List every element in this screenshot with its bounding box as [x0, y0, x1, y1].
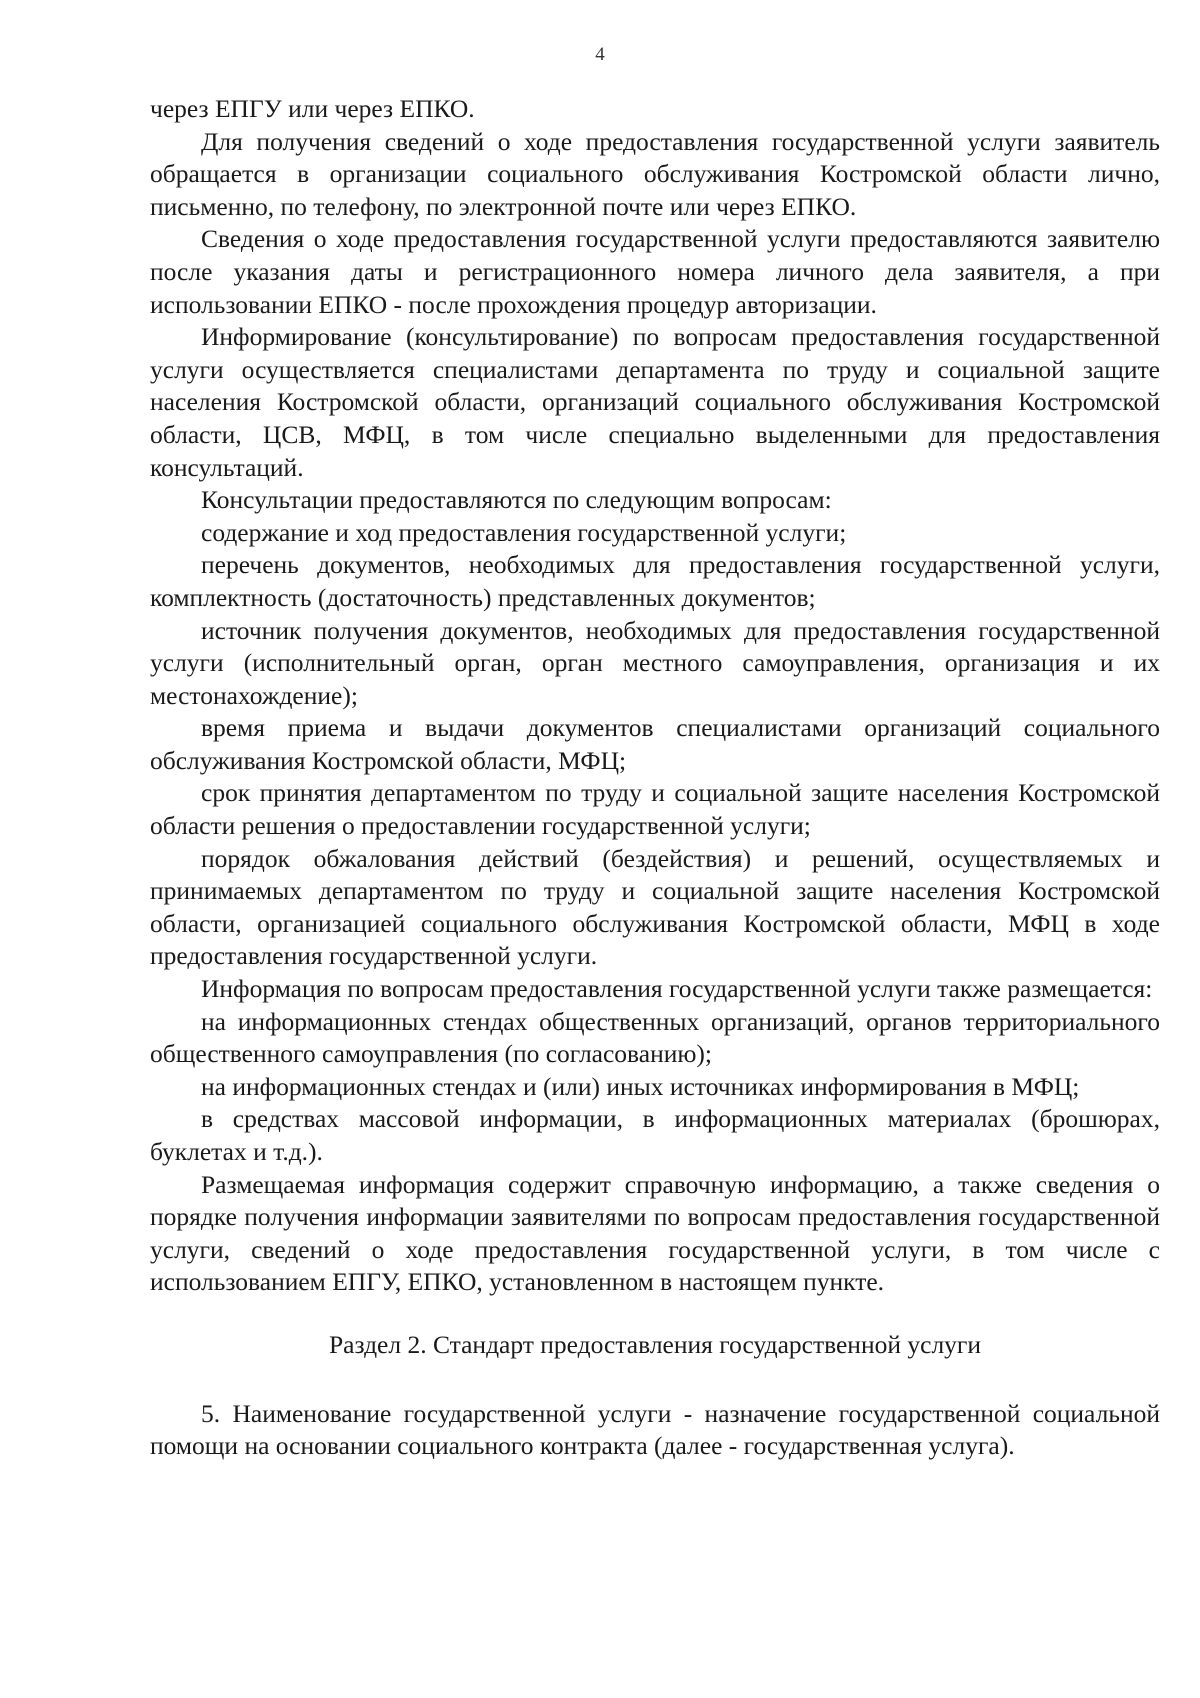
list-item: содержание и ход предоставления государственной услуги; [201, 517, 847, 547]
paragraph-continuation: через ЕПГУ или через ЕПКО. [150, 94, 475, 123]
list-item: перечень документов, необходимых для предоставления государственной услуги, комплектность (достаточность) представленных документов; [150, 550, 1160, 612]
paragraph: 5. Наименование государственной услуги - назначение государственной социальной помощи на основании социального контракта (далее - государственная услуга). [150, 1398, 1160, 1461]
list-item: на информационных стендах общественных организаций, органов территориального общественного самоуправления (по согласованию); [150, 1006, 1160, 1069]
page-number: 4 [595, 44, 605, 65]
list-item: срок принятия департаментом по труду и социальной защите населения Костромской области решения о предоставлении государственной услуги; [150, 778, 1160, 841]
list-item: источник получения документов, необходимых для предоставления государственной услуги (исполнительный орган, орган местного самоуправления, организация и их местонахождение); [150, 615, 1160, 710]
section-heading: Раздел 2. Стандарт предоставления государственной услуги [328, 1329, 982, 1359]
list-item: порядок обжалования действий (бездействия) и решений, осуществляемых и принимаемых департаментом по труду и социальной защите населения Костромской области, организацией социального обслуживания Костромской области, МФЦ в ходе предоставления государственной услуги. [150, 843, 1160, 971]
paragraph: Информирование (консультирование) по вопросам предоставления государственной услуги осуществляется специалистами департамента по труду и социальной защите населения Костромской области, организаций социального обслуживания Костромской области, ЦСВ, МФЦ, в том числе специально выделенными для предоставления консультаций. [150, 322, 1160, 482]
paragraph: Информация по вопросам предоставления государственной услуги также размещается: [201, 974, 1153, 1004]
list-item: время приема и выдачи документов специалистами организаций социального обслуживания Костромской области, МФЦ; [150, 713, 1160, 775]
paragraph: Консультации предоставляются по следующим вопросам: [201, 485, 832, 515]
list-item: в средствах массовой информации, в информационных материалах (брошюрах, буклетах и т.д.). [150, 1104, 1160, 1166]
document-body [150, 93, 1160, 1463]
paragraph: Для получения сведений о ходе предоставления государственной услуги заявитель обращается в организации социального обслуживания Костромской области лично, письменно, по телефону, по электронной почте или через ЕПКО. [150, 126, 1160, 221]
paragraph: Размещаемая информация содержит справочную информацию, а также сведения о порядке получения информации заявителями по вопросам предоставления государственной услуги, сведений о ходе предоставления государственной услуги, в том числе с использованием ЕПГУ, ЕПКО, установленном в настоящем пункте. [150, 1169, 1160, 1297]
list-item: на информационных стендах и (или) иных источниках информирования в МФЦ; [201, 1071, 1080, 1101]
paragraph: Сведения о ходе предоставления государственной услуги предоставляются заявителю после указания даты и регистрационного номера личного дела заявителя, а при использовании ЕПКО - после прохождения процедур авторизации. [150, 224, 1160, 319]
